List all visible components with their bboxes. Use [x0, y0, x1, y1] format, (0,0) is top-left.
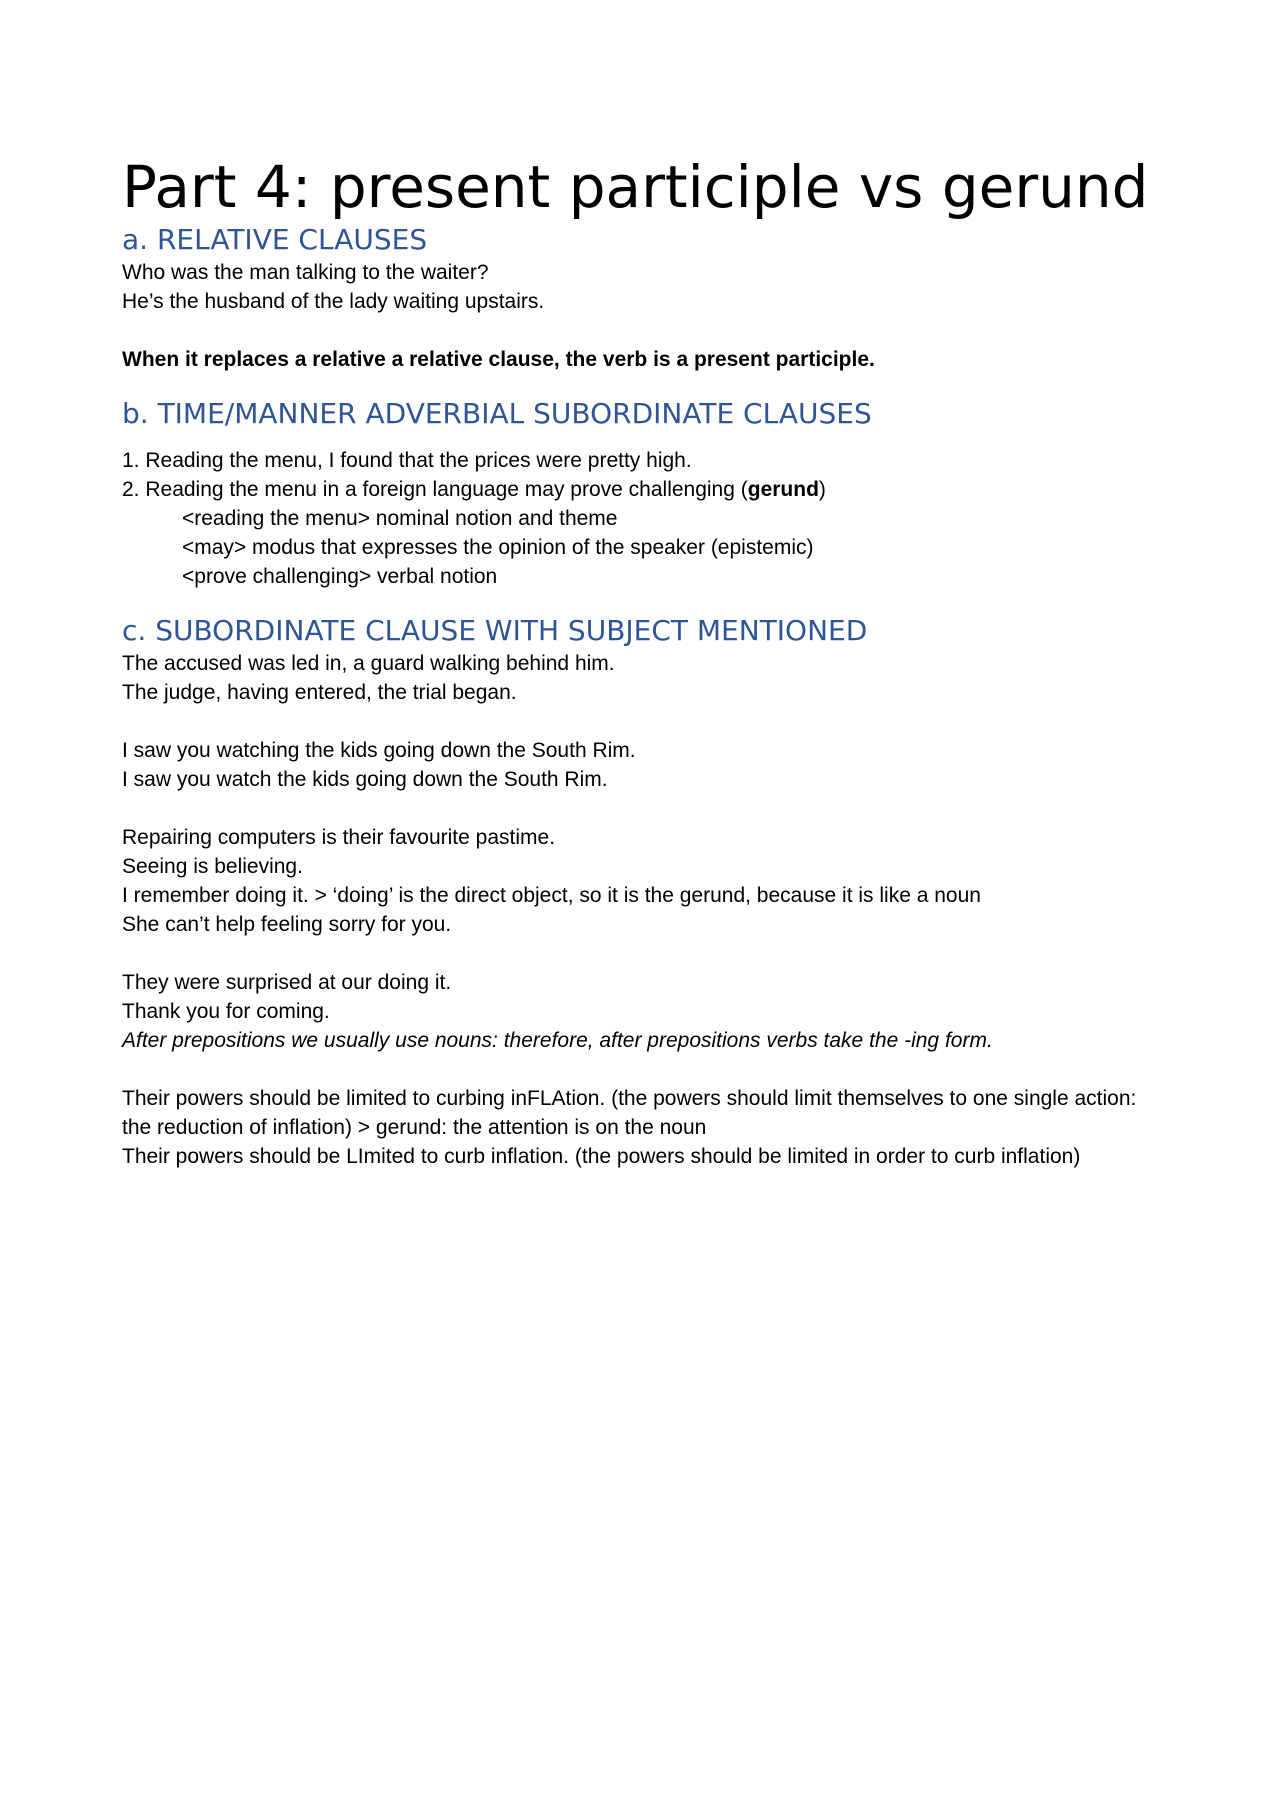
section-b-heading: b. TIME/MANNER ADVERBIAL SUBORDINATE CLAUSES: [122, 397, 872, 430]
section-c-g3-line-3: I remember doing it. > ‘doing’ is the direct object, so it is the gerund, because it is like a noun: [122, 884, 981, 907]
section-a-heading: a. RELATIVE CLAUSES: [122, 223, 428, 256]
section-c-g5-paragraph: Their powers should be limited to curbing inFLAtion. (the powers should limit themselves to one single action: the reduction of inflation) > gerund: the attention is on the noun: [122, 1087, 1137, 1139]
section-c-g2-line-2: I saw you watch the kids going down the South Rim.: [122, 768, 608, 791]
section-b-note-2: <may> modus that expresses the opinion of the speaker (epistemic): [182, 536, 814, 559]
section-c-heading: c. SUBORDINATE CLAUSE WITH SUBJECT MENTIONED: [122, 614, 868, 647]
page-title: Part 4: present participle vs gerund: [122, 153, 1149, 221]
spacer: [122, 432, 1162, 446]
blank-line: [122, 316, 1162, 345]
document-body: [122, 152, 1162, 1171]
item-2-bold-term: gerund: [747, 478, 819, 501]
item-2-close: ): [818, 478, 826, 501]
blank-line: [122, 939, 1162, 968]
blank-line: [122, 794, 1162, 823]
section-c-g2-line-1: I saw you watching the kids going down the South Rim.: [122, 739, 636, 762]
section-b-item-2: [122, 475, 1162, 504]
section-c-g1-line-2: The judge, having entered, the trial began.: [122, 681, 517, 704]
section-a-line-2: He’s the husband of the lady waiting upstairs.: [122, 290, 545, 313]
section-c-g4-line-1: They were surprised at our doing it.: [122, 971, 452, 994]
section-c-g4-italic-note: After prepositions we usually use nouns: therefore, after prepositions verbs take the -ing form.: [122, 1029, 993, 1052]
section-c-g1-line-1: The accused was led in, a guard walking behind him.: [122, 652, 615, 675]
section-c-g3-line-1: Repairing computers is their favourite pastime.: [122, 826, 556, 849]
section-c-g3-line-4: She can’t help feeling sorry for you.: [122, 913, 452, 936]
blank-line: [122, 707, 1162, 736]
section-b-note-3: <prove challenging> verbal notion: [182, 565, 498, 588]
spacer: [122, 591, 1162, 613]
section-c-g5-last-line: Their powers should be LImited to curb inflation. (the powers should be limited in order to curb inflation): [122, 1145, 1081, 1168]
section-c-g3-line-2: Seeing is believing.: [122, 855, 303, 878]
section-b-note-1: <reading the menu> nominal notion and theme: [182, 507, 618, 530]
item-2-text: 2. Reading the menu in a foreign language may prove challenging (: [122, 478, 748, 501]
section-c-g4-line-2: Thank you for coming.: [122, 1000, 330, 1023]
section-a-rule: When it replaces a relative a relative clause, the verb is a present participle.: [122, 348, 875, 371]
spacer: [122, 374, 1162, 396]
section-a-line-1: Who was the man talking to the waiter?: [122, 261, 489, 284]
section-b-item-1: 1. Reading the menu, I found that the prices were pretty high.: [122, 449, 692, 472]
blank-line: [122, 1055, 1162, 1084]
